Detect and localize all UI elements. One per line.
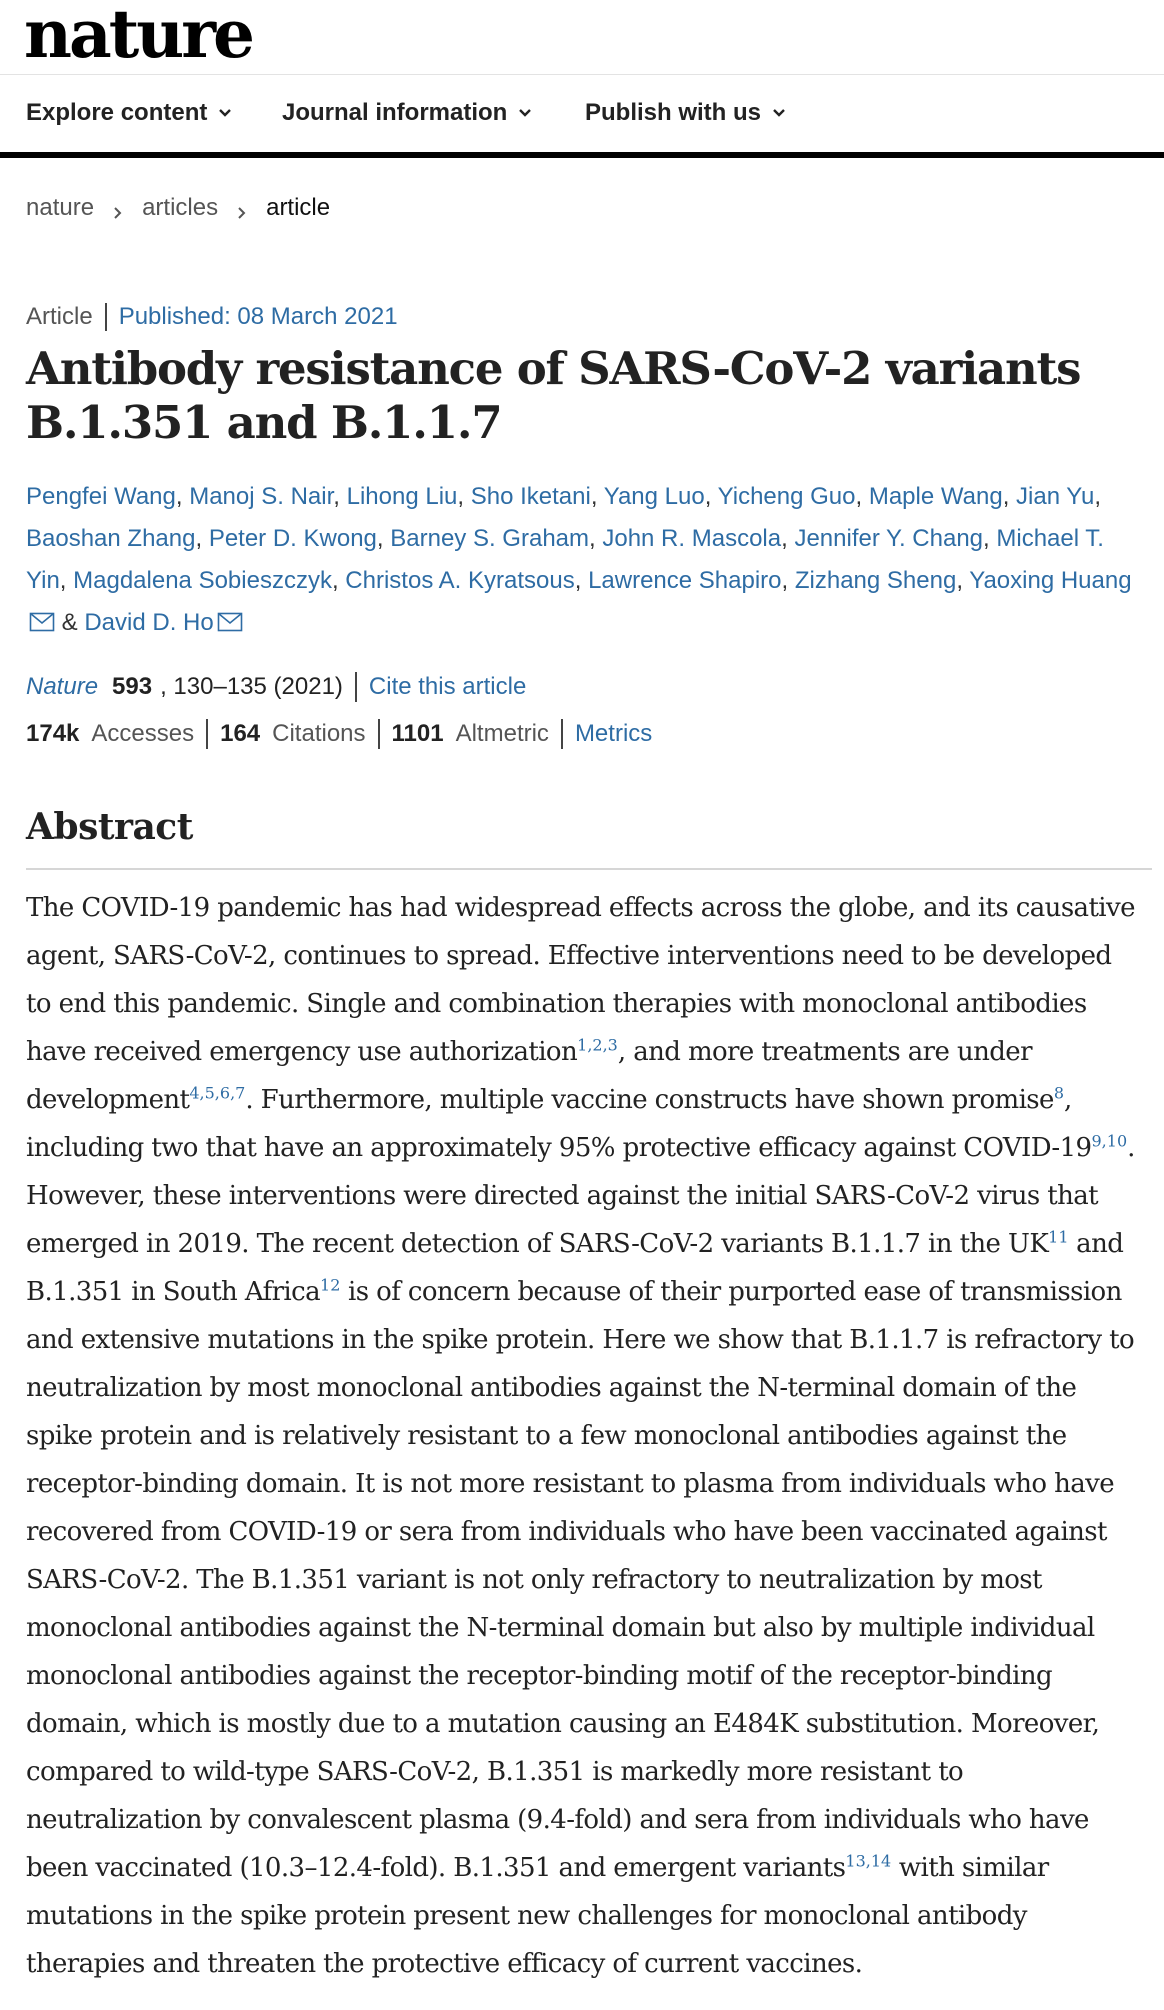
abstract-sentence: The COVID-19 pandemic has had widespread effects across the globe, and its causative agent, SARS-CoV-2, continues to spread. Effective interventions need to be developed to end this pandemic. Single and combination therapies with monoclonal antibodies have received emergency use authorization [26,893,1135,1067]
author-link[interactable]: Christos A. Kyratsous [345,567,575,594]
nav-journal-information[interactable] [282,99,533,127]
reference-link[interactable]: 13,14 [845,1851,892,1871]
reference-link[interactable]: 12 [320,1275,341,1295]
author-link[interactable]: Magdalena Sobieszczyk [73,567,332,594]
author-link[interactable]: Sho Iketani [470,483,591,510]
author-list: Pengfei Wang, Manoj S. Nair, Lihong Liu, Sho Iketani, Yang Luo, Yicheng Guo, Maple Wang, Jian Yu, Baoshan Zhang, Peter D. Kwong, Barney S. Graham, John R. Mascola, Jennifer Y. Chang, Michael T. Yin, Magdalena Sobieszczyk, Christos A. Kyratsous, Lawrence Shapiro, Zizhang Sheng, Yaoxing Huang & David D. Ho [26,483,1132,636]
abstract-sentence: , including two that have an approximately 95% protective efficacy against COVID-19 [26,1085,1092,1163]
nav-label: Journal information [282,99,508,126]
altmetric-label: Altmetric [455,720,549,747]
divider [206,719,208,749]
citation-info [26,672,526,702]
article-meta [26,303,398,331]
author-link[interactable]: Michael T. Yin [26,525,1104,594]
altmetric-score: 1101 [391,720,444,747]
citations-label: Citations [272,720,366,747]
author-link[interactable]: Baoshan Zhang [26,525,196,552]
reference-link[interactable]: 1,2,3 [577,1035,618,1055]
author-link[interactable]: John R. Mascola [602,525,782,552]
author-link[interactable]: Yang Luo [603,483,705,510]
author-link[interactable]: Zizhang Sheng [794,567,957,594]
accesses-count: 174k [26,720,80,747]
chevron-down-icon [217,105,233,121]
abstract-sentence: and B.1.351 in South Africa [26,1229,1124,1307]
reference-link[interactable]: 11 [1048,1227,1069,1247]
chevron-down-icon [771,105,787,121]
mail-icon[interactable] [29,604,55,624]
abstract-divider [26,868,1152,870]
abstract-sentence: with similar mutations in the spike protein present new challenges for monoclonal antibody therapies and threaten the protective efficacy of current vaccines. [26,1853,1049,1979]
reference-link[interactable]: 8 [1053,1083,1065,1103]
breadcrumb-article: article [266,194,331,221]
divider [105,303,107,331]
reference-link[interactable]: 4,5,6,7 [189,1083,246,1103]
author-link[interactable]: Yicheng Guo [717,483,856,510]
author-link[interactable]: Maple Wang [868,483,1003,510]
reference-link[interactable]: 9,10 [1091,1131,1128,1151]
abstract-sentence: is of concern because of their purported ease of transmission and extensive mutations in the spike protein. Here we show that B.1.1.7 is refractory to neutralization by most monoclonal antibodies against the N-terminal domain of the spike protein and is relatively resistant to a few monoclonal antibodies against the receptor-binding domain. It is not more resistant to plasma from individuals who have recovered from COVID-19 or sera from individuals who have been vaccinated against SARS-CoV-2. The B.1.351 variant is not only refractory to neutralization by most monoclonal antibodies against the N-terminal domain but also by multiple individual monoclonal antibodies against the receptor-binding motif of the receptor-binding domain, which is mostly due to a mutation causing an E484K substitution. Moreover, compared to wild-type SARS-CoV-2, B.1.351 is markedly more resistant to neutralization by convalescent plasma (9.4-fold) and sera from individuals who have been vaccinated (10.3–12.4-fold). B.1.351 and emergent variants [26,1277,1135,1883]
abstract-text [26,884,1138,1988]
breadcrumb-articles[interactable]: articles [142,194,219,221]
article-title: Antibody resistance of SARS-CoV-2 variants B.1.351 and B.1.1.7 [26,342,1081,449]
volume: 593 [112,673,153,700]
author-link[interactable]: Pengfei Wang [26,483,176,510]
abstract-sentence: . Furthermore, multiple vaccine constructs have shown promise [245,1085,1054,1115]
author-link[interactable]: Lawrence Shapiro [588,567,782,594]
journal-name: Nature [26,673,99,700]
author-link[interactable]: Lihong Liu [346,483,458,510]
abstract-heading: Abstract [26,806,193,848]
divider [378,719,380,749]
author-link[interactable]: Yaoxing Huang [969,567,1132,594]
main-nav [0,74,1164,158]
metrics-link[interactable]: Metrics [574,720,653,747]
author-link[interactable]: Jian Yu [1016,483,1095,510]
article-metrics [26,719,652,749]
nature-logo[interactable]: nature [24,0,252,73]
accesses-label: Accesses [91,720,195,747]
abstract-sentence: , and more treatments are under development [26,1037,1032,1115]
divider [561,719,563,749]
author-link[interactable]: Peter D. Kwong [208,525,377,552]
nav-label: Explore content [26,99,208,126]
cite-this-article-link[interactable]: Cite this article [368,673,527,700]
divider [355,672,357,702]
author-link[interactable]: Barney S. Graham [390,525,589,552]
citations-count: 164 [220,720,261,747]
article-type: Article [26,303,93,330]
author-link[interactable]: David D. Ho [84,609,214,636]
nav-publish-with-us[interactable] [585,99,787,127]
chevron-down-icon [517,105,533,121]
abstract-sentence: . However, these interventions were directed against the initial SARS-CoV-2 virus that emerged in 2019. The recent detection of SARS-CoV-2 variants B.1.1.7 in the UK [26,1133,1135,1259]
author-link[interactable]: Jennifer Y. Chang [794,525,984,552]
chevron-right-icon [236,200,248,216]
author-link[interactable]: Manoj S. Nair [189,483,334,510]
published-date: Published: 08 March 2021 [118,303,398,330]
mail-icon[interactable] [217,604,243,624]
chevron-right-icon [112,200,124,216]
breadcrumb [26,194,330,222]
breadcrumb-nature[interactable]: nature [26,194,95,221]
pages-year: , 130–135 (2021) [160,673,343,700]
nav-label: Publish with us [585,99,762,126]
nav-explore-content[interactable] [26,99,233,127]
